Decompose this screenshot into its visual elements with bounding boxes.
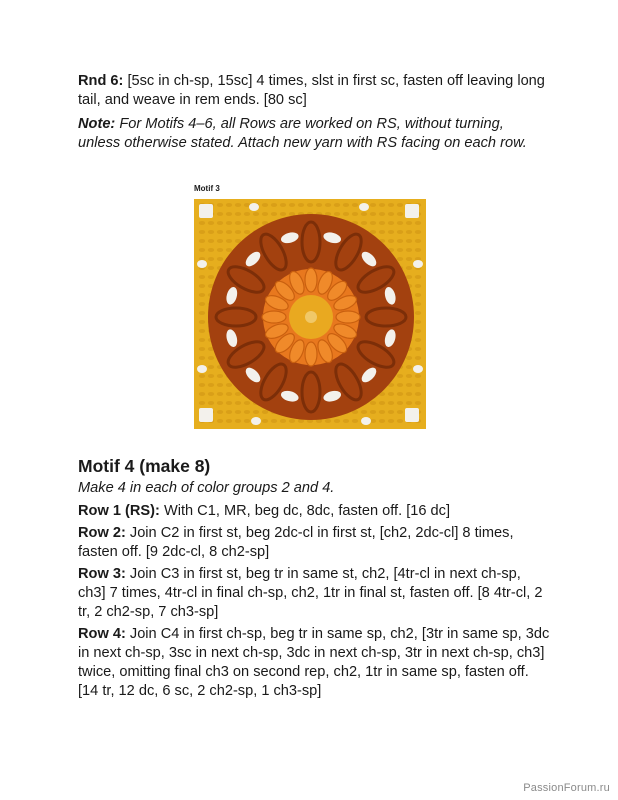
rnd6-paragraph bbox=[78, 72, 548, 110]
rnd6-text: [5sc in ch-sp, 15sc] 4 times, slst in first sc, fasten off leaving long tail, and weave in rem ends. [80 sc] bbox=[78, 73, 545, 108]
instructions-top bbox=[78, 72, 548, 153]
site-watermark: PassionForum.ru bbox=[523, 782, 610, 794]
motif-4-instructions bbox=[78, 479, 550, 704]
row-1-paragraph bbox=[78, 502, 550, 521]
row-4-label: Row 4: bbox=[78, 626, 126, 642]
motif-center-ring bbox=[305, 311, 317, 323]
row-2-paragraph bbox=[78, 524, 550, 562]
row-4-text: Join C4 in first ch-sp, beg tr in same sp, ch2, [3tr in same sp, 3dc in next ch-sp, 3sc in next ch-sp, 3dc in next ch-sp, 3tr in next ch-sp, ch3] twice, omitting final ch3 on second rep, ch2, 1tr in same sp, fasten off. [14 tr, 12 dc, 6 sc, 2 ch2-sp, 1 ch3-sp] bbox=[78, 626, 550, 699]
row-1-text: With C1, MR, beg dc, 8dc, fasten off. [16 dc] bbox=[159, 503, 451, 519]
row-4-paragraph bbox=[78, 625, 550, 701]
row-2-text: Join C2 in first st, beg 2dc-cl in first st, [ch2, 2dc-cl] 8 times, fasten off. [9 2dc-cl, 8 ch2-sp] bbox=[78, 525, 514, 560]
note-label: Note: bbox=[78, 116, 116, 132]
motif-3-figure bbox=[194, 185, 426, 429]
row-2-label: Row 2: bbox=[78, 525, 126, 541]
row-3-text: Join C3 in first st, beg tr in same st, ch2, [4tr-cl in next ch-sp, ch3] 7 times, 4tr-cl in final ch-sp, ch2, 1tr in final st, fasten off. [8 4tr-cl, 2 tr, 2 ch2-sp, 7 ch3-sp] bbox=[78, 566, 543, 620]
note-paragraph bbox=[78, 115, 548, 153]
row-3-label: Row 3: bbox=[78, 566, 126, 582]
note-text: For Motifs 4–6, all Rows are worked on RS, without turning, unless otherwise stated. Attach new yarn with RS facing on each row. bbox=[78, 116, 527, 151]
row-3-paragraph bbox=[78, 565, 550, 622]
rnd6-label: Rnd 6: bbox=[78, 73, 124, 89]
motif-3-photo bbox=[194, 199, 426, 429]
motif-4-title: Motif 4 (make 8) bbox=[78, 456, 211, 476]
row-1-label: Row 1 (RS): bbox=[78, 503, 160, 519]
figure-caption: Motif 3 bbox=[194, 184, 220, 193]
motif-4-subtitle: Make 4 in each of color groups 2 and 4. bbox=[78, 480, 335, 496]
